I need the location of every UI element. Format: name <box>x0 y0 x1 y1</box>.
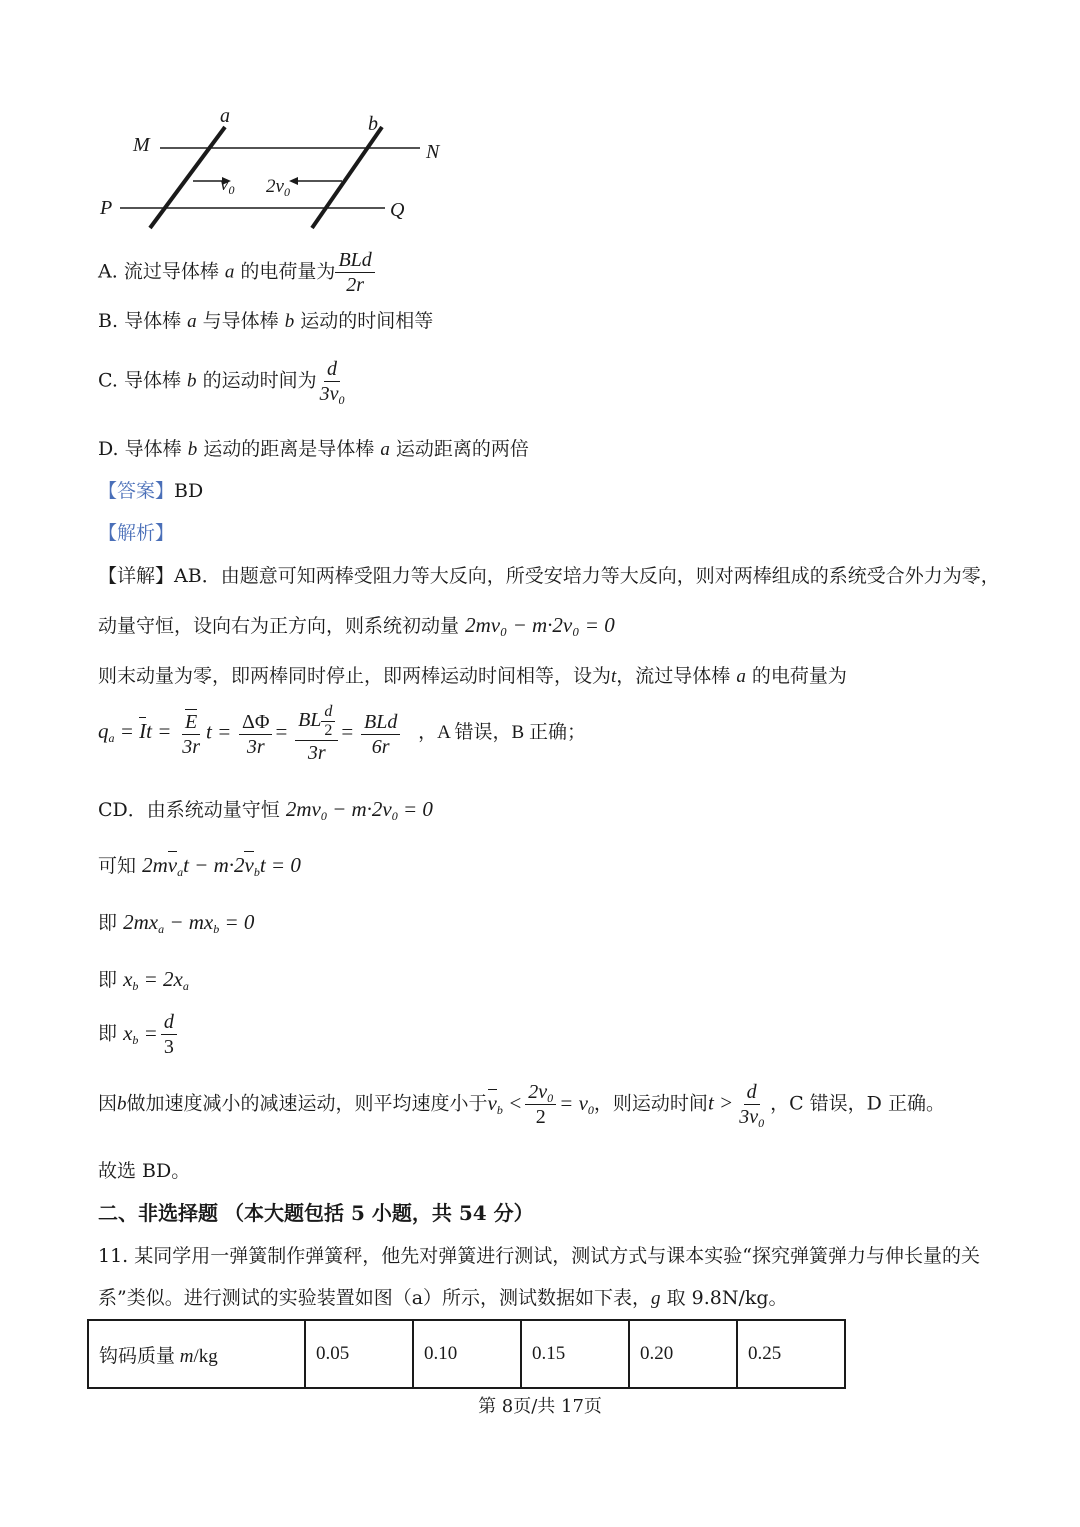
option-d: D. 导体棒 b 运动的距离是导体棒 a 运动距离的两倍 <box>98 438 529 460</box>
rod-a <box>150 127 225 228</box>
rails-diagram <box>90 105 460 235</box>
charge-equation: $q_a = It$ = $\frac{E}{3r}$ t = $\frac{\Delta\Phi}{3r}$ = BL $\frac{d}{2}$ 3r = $\frac{\text{BLd}}{6r}$ ，A 错误，B 正确； <box>98 703 586 764</box>
table-header-cell: 钩码质量 m/kg <box>88 1320 305 1388</box>
label-N: N <box>426 141 440 163</box>
detail-line-7: 即 $2mx_a - mx_b = 0$ <box>98 910 255 936</box>
q11-line-1: 11. 某同学用一弹簧制作弹簧秤，他先对弹簧进行测试，测试方式与课本实验“探究弹簧弹力与伸长量的关 <box>98 1245 980 1267</box>
data-table <box>87 1319 846 1389</box>
option-c: C. 导体棒 b 的运动时间为 $\frac{d}{3v_0}$ <box>98 358 345 407</box>
analysis-label: 【解析】 <box>98 522 175 544</box>
rod-b <box>312 127 382 228</box>
detail-line-3: 则末动量为零，即两棒同时停止，即两棒运动时间相等，设为t，流过导体棒 a 的电荷量为 <box>98 665 847 687</box>
page-footer: 第 8页/共 17页 <box>478 1396 602 1417</box>
label-Q: Q <box>390 199 405 221</box>
answer-label: 【答案】 <box>98 480 175 502</box>
detail-line-8: 即 $x_b = 2x_a$ <box>98 967 189 993</box>
label-b: b <box>368 113 378 135</box>
detail-line-10: 因b做加速度减小的减速运动，则平均速度小于$v_b$ < $\frac{2v_0}{2}$ = $v_0$，则运动时间t > $\frac{d}{3v_0}$ ，C 错误，D 正确。 <box>98 1081 945 1130</box>
table-cell: 0.05 <box>305 1320 413 1388</box>
table-cell: 0.15 <box>521 1320 629 1388</box>
detail-line-2: 动量守恒，设向右为正方向，则系统初动量 2mv₀ − m·2v₀ = 0 <box>98 613 615 637</box>
detail-line-11: 故选 BD。 <box>98 1160 191 1182</box>
q11-line-2: 系”类似。进行测试的实验装置如图（a）所示，测试数据如下表，g 取 9.8N/kg。 <box>98 1287 788 1309</box>
answer-value: BD <box>174 480 204 502</box>
label-2v0: $2v_0$ <box>266 176 290 199</box>
section-2-heading: 二、非选择题 （本大题包括 5 小题，共 54 分） <box>98 1201 534 1225</box>
detail-line-1: 【详解】AB．由题意可知两棒受阻力等大反向，所受安培力等大反向，则对两棒组成的系统受合外力为零， <box>98 565 1000 587</box>
option-b: B. 导体棒 a 与导体棒 b 运动的时间相等 <box>98 310 434 332</box>
detail-line-9: 即 $x_b$ = $\frac{d}{3}$ <box>98 1010 180 1059</box>
table-cell: 0.20 <box>629 1320 737 1388</box>
option-a: A. 流过导体棒 a 的电荷量为 $\frac{\text{BLd}}{2r}$ <box>98 248 378 297</box>
table-cell: 0.10 <box>413 1320 521 1388</box>
detail-line-5: CD．由系统动量守恒 $2mv_0 - m\cdot 2v_0 = 0$ <box>98 797 433 823</box>
label-M: M <box>133 134 150 156</box>
label-a: a <box>220 105 230 127</box>
label-P: P <box>100 197 113 219</box>
arrow-2v0-head <box>289 177 298 185</box>
detail-line-6: 可知 $2mv_at - m\cdot 2v_bt = 0$ <box>98 853 301 879</box>
table-row <box>88 1320 845 1388</box>
answer-line <box>98 479 203 503</box>
table-cell: 0.25 <box>737 1320 845 1388</box>
label-v0: $v_0$ <box>220 174 235 197</box>
